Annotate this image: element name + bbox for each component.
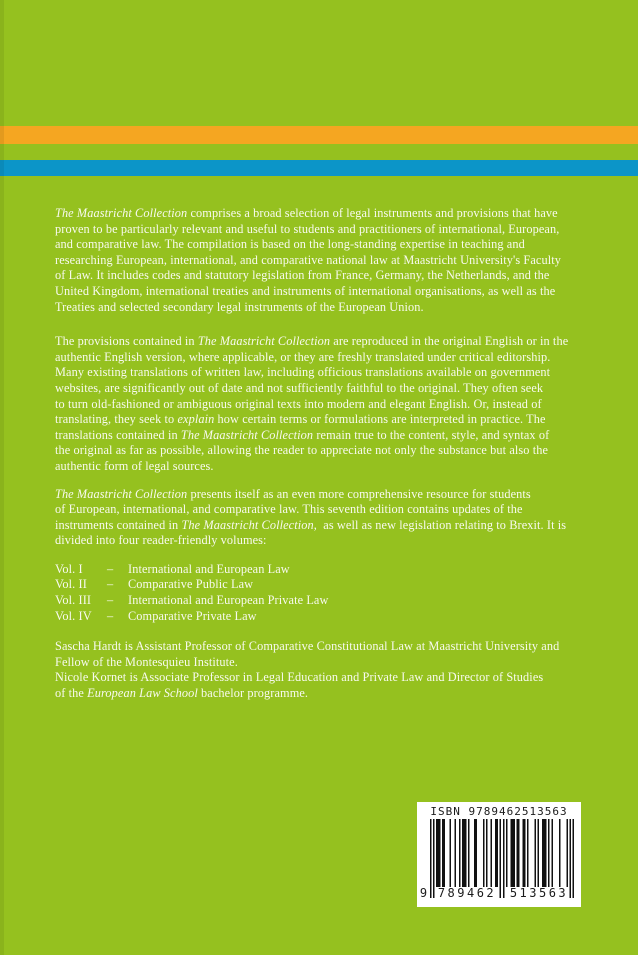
orange-stripe	[0, 126, 638, 144]
barcode-digits-left-group: 789462	[437, 886, 497, 900]
volume-title: International and European Law	[128, 561, 290, 576]
spine-shadow	[0, 0, 4, 955]
volume-dash: –	[107, 577, 114, 592]
volume-dash: –	[107, 561, 114, 576]
volume-row	[55, 562, 615, 578]
volume-title: International and European Private Law	[128, 593, 329, 608]
barcode-digits-right-group: 513563	[509, 886, 569, 900]
blurb-paragraph-1: The Maastricht Collection comprises a broad selection of legal instruments and provisions that have proven to be particularly relevant and useful to students and practitioners of international, European, and comparative law. The compilation is based on the long-standing expertise in teaching and researching European, international, and comparative national law at Maastricht University's Faculty of Law. It includes codes and statutory legislation from France, Germany, the Netherlands, and the United Kingdom, international treaties and instruments of international organisations, as well as the Treaties and selected secondary legal instruments of the European Union.	[55, 206, 561, 314]
blurb-text-column	[55, 206, 615, 702]
volumes-list	[55, 562, 615, 624]
blurb-paragraph-3: The Maastricht Collection presents itself as an even more comprehensive resource for students of European, international, and comparative law. This seventh edition contains updates of the instruments contained in The Maastricht Collection, as well as new legislation relating to Brexit. It is divided into four reader-friendly volumes:	[55, 486, 567, 548]
blue-stripe	[0, 160, 638, 176]
isbn-label: ISBN 9789462513563	[430, 805, 568, 818]
blurb-paragraph-2: The provisions contained in The Maastricht Collection are reproduced in the original English or in the authentic English version, where applicable, or they are freshly translated under critical editorship. Many existing translations of written law, including officious translations available on government websites, are significantly out of date and not sufficiently faithful to the original. They often seek to turn old-fashioned or ambiguous original texts into modern and elegant English. Or, instead of translating, they seek to explain how certain terms or formulations are interpreted in practice. The translations contained in The Maastricht Collection remain true to the content, style, and syntax of the original as far as possible, allowing the reader to appreciate not only the substance but also the authentic form of legal sources.	[55, 334, 569, 473]
volume-row	[55, 577, 615, 593]
volume-row	[55, 609, 615, 625]
barcode-digit-lead: 9	[419, 886, 428, 900]
volume-label: Vol. IV	[55, 608, 92, 623]
volume-row	[55, 593, 615, 609]
volume-label: Vol. III	[55, 593, 92, 608]
volume-dash: –	[107, 608, 114, 623]
volume-label: Vol. I	[55, 561, 83, 576]
author-bios: Sascha Hardt is Assistant Professor of Comparative Constitutional Law at Maastricht University and Fellow of the Montesquieu Institute. Nicole Kornet is Associate Professor in Legal Education and Private Law and Director of Studies of the European Law School bachelor programme.	[55, 639, 560, 701]
isbn-barcode	[417, 802, 581, 907]
volume-label: Vol. II	[55, 577, 87, 592]
volume-title: Comparative Public Law	[128, 577, 254, 592]
volume-dash: –	[107, 593, 114, 608]
volume-title: Comparative Private Law	[128, 608, 257, 623]
